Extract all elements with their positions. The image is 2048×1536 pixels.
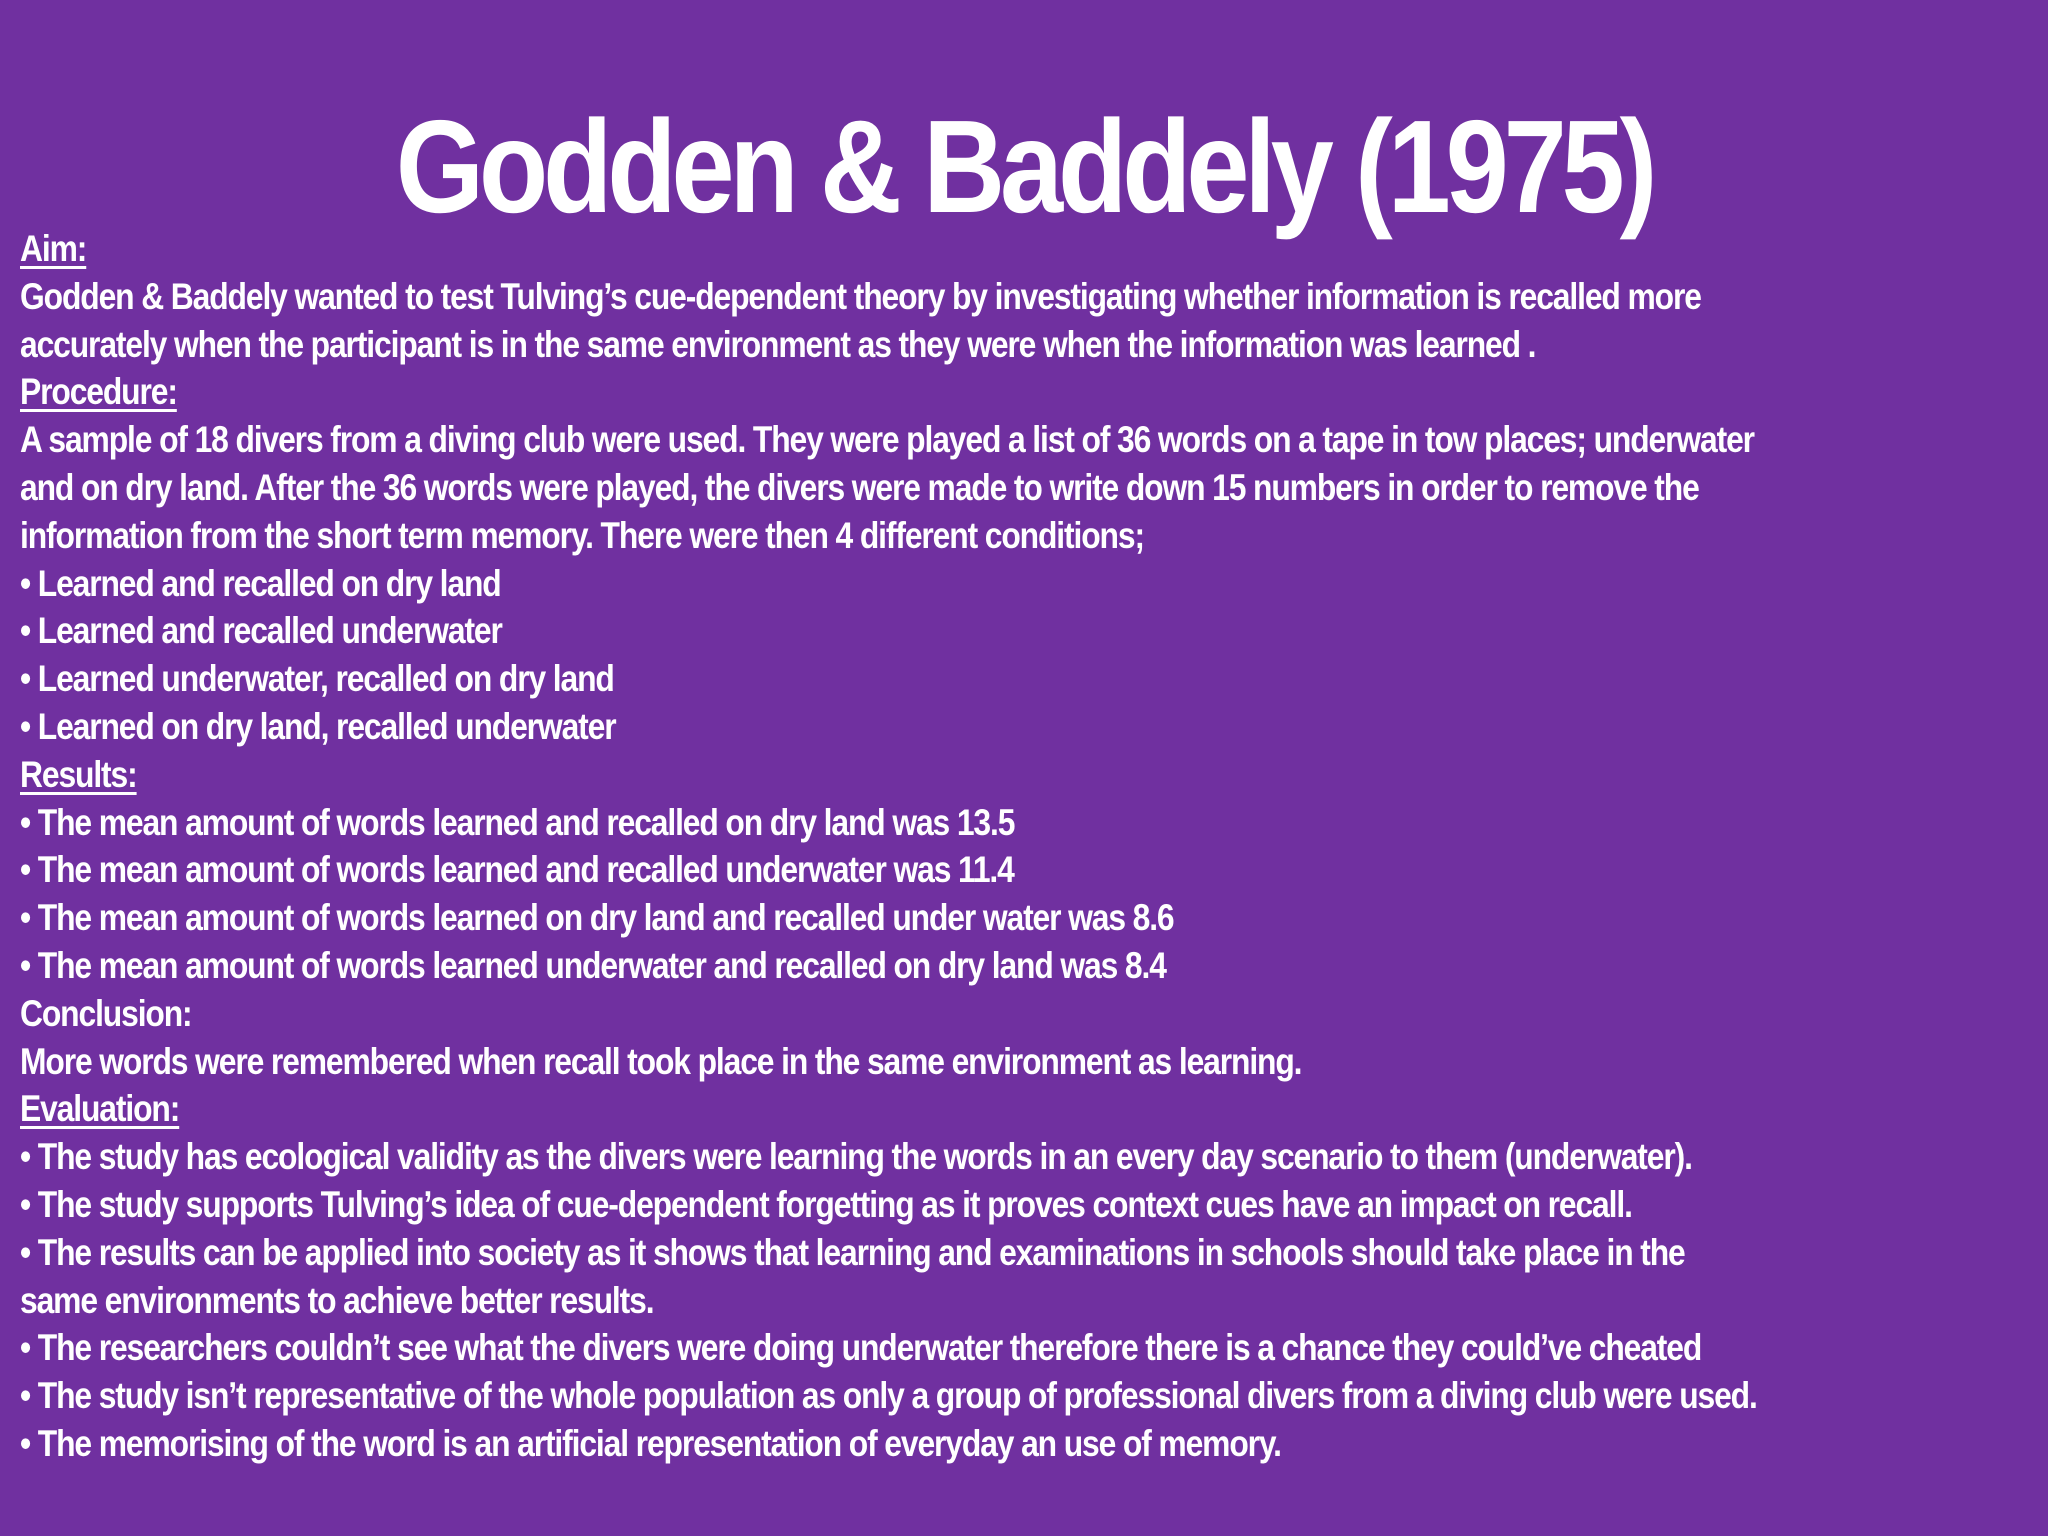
- conclusion-heading: Conclusion:: [20, 992, 192, 1034]
- results-item: • The mean amount of words learned and recalled underwater was 11.4: [20, 846, 1749, 894]
- evaluation-heading: Evaluation:: [20, 1088, 180, 1130]
- evaluation-item: • The results can be applied into society as it shows that learning and examinations in schools should take place in the: [20, 1229, 1749, 1277]
- slide-title: Godden & Baddely (1975): [395, 93, 1653, 240]
- evaluation-item: • The memorising of the word is an artificial representation of everyday an use of memory.: [20, 1420, 1749, 1468]
- procedure-text-line: information from the short term memory. There were then 4 different conditions;: [20, 514, 1144, 556]
- conclusion-text-line: More words were remembered when recall took place in the same environment as learning.: [20, 1040, 1302, 1082]
- results-item: • The mean amount of words learned underwater and recalled on dry land was 8.4: [20, 942, 1749, 990]
- results-heading: Results:: [20, 753, 137, 795]
- slide-body: [20, 225, 2030, 1468]
- evaluation-item: • The study has ecological validity as the divers were learning the words in an every day scenario to them (underwater).: [20, 1133, 1749, 1181]
- evaluation-item: • The study supports Tulving’s idea of cue-dependent forgetting as it proves context cues have an impact on recall.: [20, 1181, 1749, 1229]
- evaluation-item: • The study isn’t representative of the whole population as only a group of professional divers from a diving club were used.: [20, 1372, 1749, 1420]
- procedure-condition-item: • Learned and recalled underwater: [20, 607, 1749, 655]
- procedure-condition-item: • Learned underwater, recalled on dry land: [20, 655, 1749, 703]
- procedure-condition-item: • Learned and recalled on dry land: [20, 560, 1749, 608]
- procedure-heading: Procedure:: [20, 371, 177, 413]
- aim-text-line: Godden & Baddely wanted to test Tulving’s cue-dependent theory by investigating whether information is recalled more: [20, 275, 1701, 317]
- aim-text-line: accurately when the participant is in the same environment as they were when the information was learned .: [20, 323, 1536, 365]
- aim-heading: Aim:: [20, 228, 87, 269]
- results-item: • The mean amount of words learned on dry land and recalled under water was 8.6: [20, 894, 1749, 942]
- evaluation-item: • The researchers couldn’t see what the divers were doing underwater therefore there is a chance they could’ve cheated: [20, 1324, 1749, 1372]
- procedure-text-line: and on dry land. After the 36 words were played, the divers were made to write down 15 numbers in order to remove the: [20, 466, 1699, 508]
- evaluation-item-continuation: same environments to achieve better results.: [20, 1279, 654, 1321]
- results-item: • The mean amount of words learned and recalled on dry land was 13.5: [20, 799, 1749, 847]
- procedure-condition-item: • Learned on dry land, recalled underwater: [20, 703, 1749, 751]
- procedure-text-line: A sample of 18 divers from a diving club were used. They were played a list of 36 words on a tape in tow places; underwater: [20, 419, 1754, 461]
